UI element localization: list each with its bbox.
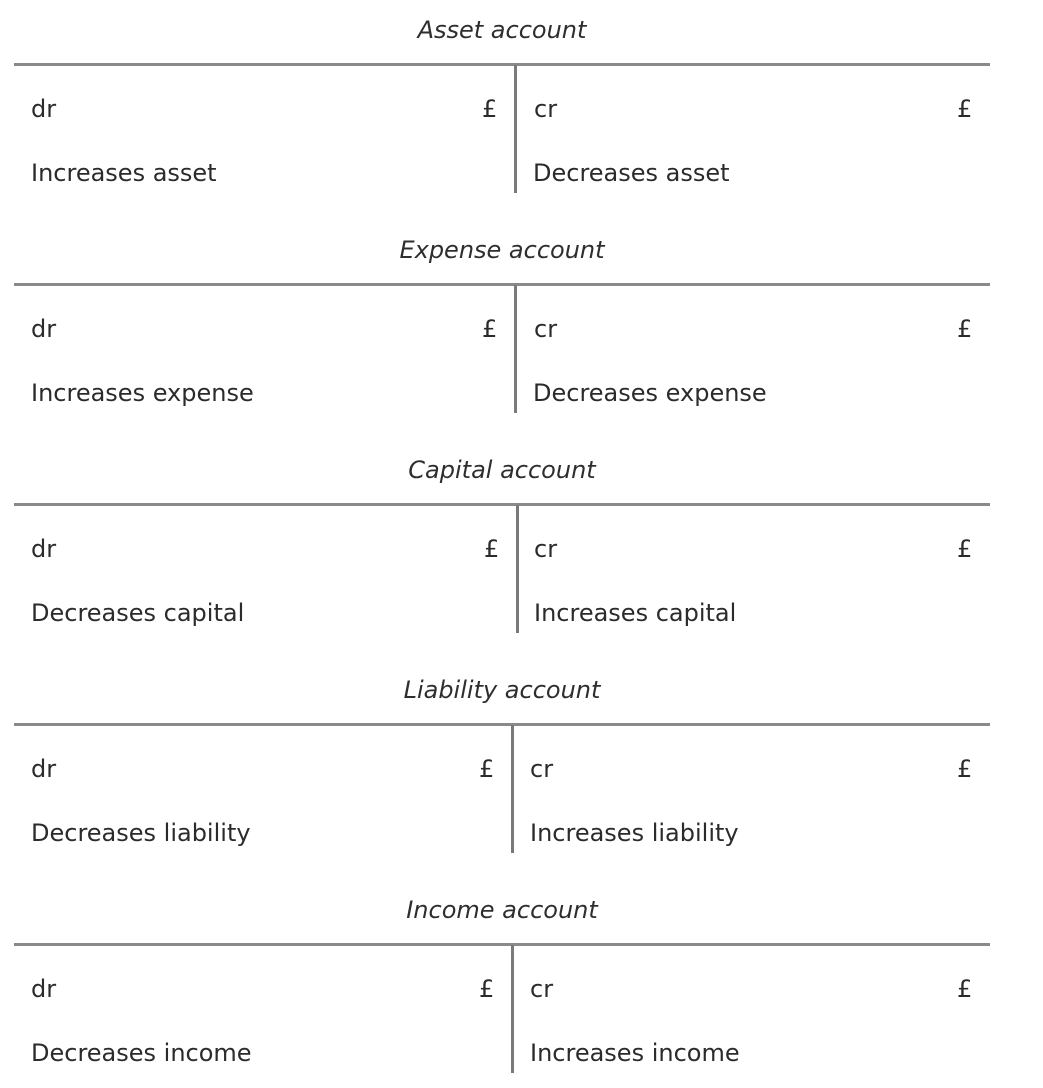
debit-currency-symbol: £	[479, 975, 495, 1003]
credit-effect: Decreases expense	[533, 379, 767, 407]
debit-label: dr	[31, 535, 57, 563]
top-rule	[14, 283, 990, 286]
credit-currency-symbol: £	[957, 315, 973, 343]
center-divider	[514, 65, 517, 193]
t-account-asset	[14, 14, 990, 208]
credit-label: cr	[534, 95, 558, 123]
top-rule	[14, 723, 990, 726]
center-divider	[511, 725, 514, 853]
debit-label: dr	[31, 95, 57, 123]
debit-label: dr	[31, 975, 57, 1003]
credit-label: cr	[530, 975, 554, 1003]
credit-effect: Decreases asset	[533, 159, 730, 187]
credit-label: cr	[530, 755, 554, 783]
debit-effect: Increases asset	[31, 159, 217, 187]
center-divider	[511, 945, 514, 1073]
debit-effect: Increases expense	[31, 379, 254, 407]
account-title: Capital account	[408, 456, 596, 484]
account-title: Asset account	[417, 16, 587, 44]
credit-effect: Increases capital	[534, 599, 737, 627]
t-account-income	[14, 894, 990, 1088]
debit-currency-symbol: £	[484, 535, 500, 563]
debit-label: dr	[31, 315, 57, 343]
top-rule	[14, 943, 990, 946]
debit-currency-symbol: £	[479, 755, 495, 783]
t-account-expense	[14, 234, 990, 428]
debit-effect: Decreases income	[31, 1039, 252, 1067]
account-title: Liability account	[403, 676, 601, 704]
credit-currency-symbol: £	[957, 95, 973, 123]
debit-effect: Decreases capital	[31, 599, 245, 627]
debit-currency-symbol: £	[482, 315, 498, 343]
debit-label: dr	[31, 755, 57, 783]
credit-label: cr	[534, 535, 558, 563]
center-divider	[516, 505, 519, 633]
credit-currency-symbol: £	[957, 535, 973, 563]
top-rule	[14, 503, 990, 506]
credit-effect: Increases income	[530, 1039, 740, 1067]
debit-effect: Decreases liability	[31, 819, 251, 847]
credit-effect: Increases liability	[530, 819, 739, 847]
credit-currency-symbol: £	[957, 755, 973, 783]
center-divider	[514, 285, 517, 413]
top-rule	[14, 63, 990, 66]
credit-label: cr	[534, 315, 558, 343]
account-title: Expense account	[399, 236, 605, 264]
account-title: Income account	[406, 896, 598, 924]
credit-currency-symbol: £	[957, 975, 973, 1003]
debit-currency-symbol: £	[482, 95, 498, 123]
t-account-liability	[14, 674, 990, 868]
t-account-capital	[14, 454, 990, 648]
